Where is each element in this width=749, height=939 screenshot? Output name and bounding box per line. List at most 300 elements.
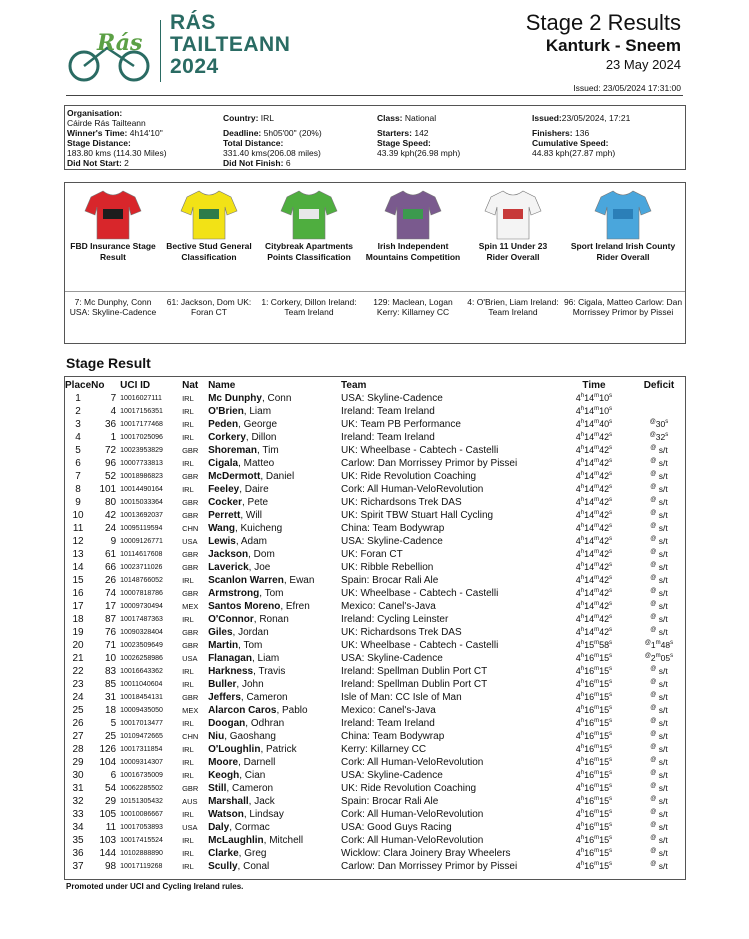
col-place: Place	[65, 380, 92, 391]
jersey-winner: 1: Corkery, Dillon Ireland: Team Ireland	[261, 297, 357, 317]
deficit-cell: @ s/t	[650, 809, 668, 819]
time-cell: 4$^h$14$^m$42$^s$	[575, 432, 613, 442]
uci-id-cell: 10023509649	[120, 642, 163, 649]
jersey-name: Irish Independent Mountains Competition	[365, 241, 461, 262]
number-cell: 54	[105, 783, 117, 794]
table-header-row	[65, 379, 685, 392]
nationality-cell: GBR	[182, 693, 199, 702]
did-not-start: 2	[124, 158, 129, 168]
number-cell: 4	[110, 406, 117, 417]
place-cell: 13	[72, 549, 84, 560]
uci-id-cell: 10095119594	[120, 525, 163, 532]
rider-name-cell: O'Connor, Ronan	[208, 614, 289, 625]
time-cell: 4$^h$16$^m$15$^s$	[575, 835, 613, 845]
time-cell: 4$^h$16$^m$15$^s$	[575, 822, 613, 832]
team-cell: Ireland: Team Ireland	[341, 718, 435, 729]
rider-name-cell: O'Brien, Liam	[208, 406, 272, 417]
rider-name-cell: Jeffers, Cameron	[208, 692, 288, 703]
number-cell: 5	[110, 718, 117, 729]
table-row	[65, 574, 685, 587]
number-cell: 6	[110, 770, 117, 781]
total-distance: 331.40 kms(206.08 miles)	[223, 148, 321, 158]
team-cell: Cork: All Human-VeloRevolution	[341, 835, 484, 846]
deficit-cell: @ s/t	[650, 705, 668, 715]
place-cell: 29	[72, 757, 84, 768]
nationality-cell: IRL	[182, 810, 194, 819]
deficit-cell: @ s/t	[650, 692, 668, 702]
deficit-cell	[633, 392, 685, 405]
place-cell: 24	[72, 692, 84, 703]
uci-id-cell: 10017311854	[120, 746, 163, 753]
stage-date: 23 May 2024	[605, 57, 681, 72]
table-row	[65, 587, 685, 600]
table-row	[65, 704, 685, 717]
table-row	[65, 782, 685, 795]
rider-name-cell: Watson, Lindsay	[208, 809, 284, 820]
place-cell: 18	[72, 614, 84, 625]
nationality-cell: IRL	[182, 615, 194, 624]
nationality-cell: USA	[182, 823, 198, 832]
jersey-winner: 96: Cigala, Matteo Carlow: Dan Morrissey Primor by Pissei	[563, 297, 683, 317]
place-cell: 27	[72, 731, 84, 742]
deficit-cell: @ s/t	[650, 549, 668, 559]
place-cell: 31	[72, 783, 84, 794]
table-row	[65, 808, 685, 821]
rider-name-cell: Scanlon Warren, Ewan	[208, 575, 315, 586]
table-row	[65, 665, 685, 678]
time-cell: 4$^h$16$^m$15$^s$	[575, 861, 613, 871]
uci-id-cell: 10018454131	[120, 694, 163, 701]
place-cell: 33	[72, 809, 84, 820]
deficit-cell: @ s/t	[650, 835, 668, 845]
uci-id-cell: 10017156351	[120, 408, 163, 415]
rider-name-cell: Santos Moreno, Efren	[208, 601, 310, 612]
team-cell: China: Team Bodywrap	[341, 731, 445, 742]
time-cell: 4$^h$14$^m$10$^s$	[575, 393, 613, 403]
table-row	[65, 470, 685, 483]
table-row	[65, 444, 685, 457]
rider-name-cell: Clarke, Greg	[208, 848, 267, 859]
nationality-cell: GBR	[182, 628, 199, 637]
col-no: No	[91, 380, 105, 391]
deficit-cell: @ s/t	[650, 536, 668, 546]
jersey-winner: 61: Jackson, Dom UK: Foran CT	[166, 297, 252, 317]
jersey-leaders-box	[64, 182, 686, 344]
team-cell: UK: Spirit TBW Stuart Hall Cycling	[341, 510, 494, 521]
deficit-cell: @ s/t	[650, 575, 668, 585]
uci-id-cell: 10017013477	[120, 720, 163, 727]
deficit-cell: @ s/t	[650, 588, 668, 598]
team-cell: Mexico: Canel's-Java	[341, 601, 436, 612]
team-cell: Ireland: Spellman Dublin Port CT	[341, 679, 488, 690]
team-cell: Ireland: Team Ireland	[341, 406, 435, 417]
uci-id-cell: 10017053893	[120, 824, 163, 831]
uci-id-cell: 10017025096	[120, 434, 163, 441]
time-cell: 4$^h$16$^m$15$^s$	[575, 809, 613, 819]
winners-time: 4h14'10"	[129, 128, 163, 138]
table-row	[65, 535, 685, 548]
uci-id-cell: 10102888890	[120, 850, 163, 857]
deficit-cell: @ s/t	[650, 471, 668, 481]
uci-id-cell: 10007733813	[120, 460, 163, 467]
table-row	[65, 678, 685, 691]
time-cell: 4$^h$14$^m$40$^s$	[575, 419, 613, 429]
team-cell: USA: Skyline-Cadence	[341, 770, 443, 781]
table-row	[65, 795, 685, 808]
jersey-column	[361, 183, 465, 343]
nationality-cell: IRL	[182, 407, 194, 416]
place-cell: 23	[72, 679, 84, 690]
place-cell: 15	[72, 575, 84, 586]
time-cell: 4$^h$16$^m$15$^s$	[575, 705, 613, 715]
deficit-cell: @2$^m$05$^s$	[644, 653, 674, 663]
place-cell: 3	[75, 419, 81, 430]
number-cell: 71	[105, 640, 117, 651]
number-cell: 103	[99, 835, 117, 846]
nationality-cell: IRL	[182, 862, 194, 871]
table-row	[65, 431, 685, 444]
team-cell: UK: Foran CT	[341, 549, 403, 560]
rider-name-cell: Buller, John	[208, 679, 264, 690]
time-cell: 4$^h$14$^m$42$^s$	[575, 510, 613, 520]
deficit-cell: @ s/t	[650, 497, 668, 507]
time-cell: 4$^h$14$^m$10$^s$	[575, 406, 613, 416]
number-cell: 7	[110, 393, 117, 404]
rider-name-cell: Mc Dunphy, Conn	[208, 393, 292, 404]
team-cell: UK: Wheelbase - Cabtech - Castelli	[341, 588, 499, 599]
nationality-cell: IRL	[182, 758, 194, 767]
time-cell: 4$^h$14$^m$42$^s$	[575, 601, 613, 611]
place-cell: 36	[72, 848, 84, 859]
table-row	[65, 548, 685, 561]
deficit-cell: @ s/t	[650, 666, 668, 676]
table-row	[65, 418, 685, 431]
place-cell: 14	[72, 562, 84, 573]
time-cell: 4$^h$16$^m$15$^s$	[575, 666, 613, 676]
nationality-cell: IRL	[182, 576, 194, 585]
logo-line1: RÁS	[170, 11, 216, 34]
team-cell: Carlow: Dan Morrissey Primor by Pissei	[341, 861, 518, 872]
place-cell: 2	[75, 406, 81, 417]
time-cell: 4$^h$16$^m$15$^s$	[575, 731, 613, 741]
uci-id-cell: 10090328404	[120, 629, 163, 636]
place-cell: 25	[72, 705, 84, 716]
deficit-cell: @30$^s$	[649, 419, 669, 429]
uci-id-cell: 10007818786	[120, 590, 163, 597]
time-cell: 4$^h$14$^m$42$^s$	[575, 588, 613, 598]
uci-id-cell: 10023711026	[120, 564, 163, 571]
ras-tailteann-logo	[62, 18, 162, 88]
place-cell: 17	[72, 601, 84, 612]
number-cell: 80	[105, 497, 117, 508]
time-cell: 4$^h$16$^m$15$^s$	[575, 848, 613, 858]
place-cell: 12	[72, 536, 84, 547]
table-row	[65, 561, 685, 574]
table-row	[65, 860, 685, 873]
time-cell: 4$^h$16$^m$15$^s$	[575, 744, 613, 754]
place-cell: 19	[72, 627, 84, 638]
info-col-2: Country: IRL Deadline: 5h05'00" (20%) Total Distance: 331.40 kms(206.08 miles) Did Not Finish: 6	[223, 113, 322, 168]
info-col-3: Class: National Starters: 142 Stage Speed: 43.39 kph(26.98 mph)	[377, 113, 461, 158]
time-cell: 4$^h$14$^m$42$^s$	[575, 549, 613, 559]
jersey-icon	[593, 187, 653, 243]
deficit-cell: @ s/t	[650, 731, 668, 741]
header-rule	[66, 95, 683, 96]
team-cell: USA: Skyline-Cadence	[341, 393, 443, 404]
time-cell: 4$^h$14$^m$42$^s$	[575, 562, 613, 572]
deficit-cell: @ s/t	[650, 614, 668, 624]
stage-distance: 183.80 kms (114.30 Miles)	[67, 148, 167, 158]
time-cell: 4$^h$14$^m$42$^s$	[575, 614, 613, 624]
finishers: 136	[575, 128, 590, 138]
place-cell: 34	[72, 822, 84, 833]
team-cell: Carlow: Dan Morrissey Primor by Pissei	[341, 458, 518, 469]
nationality-cell: GBR	[182, 641, 199, 650]
deficit-cell: @ s/t	[650, 601, 668, 611]
number-cell: 11	[105, 822, 117, 833]
table-row	[65, 613, 685, 626]
nationality-cell: GBR	[182, 563, 199, 572]
deficit-cell: @ s/t	[650, 796, 668, 806]
place-cell: 32	[72, 796, 84, 807]
number-cell: 9	[110, 536, 117, 547]
jersey-icon	[383, 187, 443, 243]
uci-id-cell: 10015033364	[120, 499, 163, 506]
time-cell: 4$^h$16$^m$15$^s$	[575, 796, 613, 806]
number-cell: 18	[105, 705, 117, 716]
time-cell: 4$^h$14$^m$42$^s$	[575, 445, 613, 455]
team-cell: Isle of Man: CC Isle of Man	[341, 692, 462, 703]
page-title: Stage 2 Results	[525, 10, 681, 35]
rider-name-cell: Daly, Cormac	[208, 822, 270, 833]
rider-name-cell: Wang, Kuicheng	[208, 523, 283, 534]
place-cell: 8	[75, 484, 81, 495]
number-cell: 104	[99, 757, 117, 768]
deficit-cell: @ s/t	[650, 679, 668, 689]
place-cell: 30	[72, 770, 84, 781]
section-title: Stage Result	[66, 355, 151, 371]
team-cell: Ireland: Cycling Leinster	[341, 614, 449, 625]
jersey-winner: 7: Mc Dunphy, Conn USA: Skyline-Cadence	[69, 297, 157, 317]
jersey-icon	[179, 187, 239, 243]
team-cell: Kerry: Killarney CC	[341, 744, 427, 755]
team-cell: Ireland: Team Ireland	[341, 432, 435, 443]
number-cell: 66	[105, 562, 117, 573]
nationality-cell: GBR	[182, 472, 199, 481]
logo-line3: 2024	[170, 55, 219, 78]
team-cell: Cork: All Human-VeloRevolution	[341, 757, 484, 768]
team-cell: UK: Ride Revolution Coaching	[341, 471, 477, 482]
nationality-cell: MEX	[182, 706, 199, 715]
race-class: National	[404, 113, 437, 123]
rider-name-cell: Corkery, Dillon	[208, 432, 277, 443]
nationality-cell: IRL	[182, 680, 194, 689]
nationality-cell: AUS	[182, 797, 198, 806]
rider-name-cell: Perrett, Will	[208, 510, 262, 521]
rider-name-cell: Peden, George	[208, 419, 278, 430]
team-cell: Cork: All Human-VeloRevolution	[341, 484, 484, 495]
place-cell: 28	[72, 744, 84, 755]
jersey-winner: 4: O'Brien, Liam Ireland: Team Ireland	[467, 297, 559, 317]
team-cell: UK: Richardsons Trek DAS	[341, 627, 462, 638]
table-row	[65, 522, 685, 535]
time-cell: 4$^h$16$^m$15$^s$	[575, 692, 613, 702]
table-row	[65, 457, 685, 470]
uci-id-cell: 10014490164	[120, 486, 163, 493]
table-row	[65, 600, 685, 613]
nationality-cell: IRL	[182, 719, 194, 728]
deficit-cell: @ s/t	[650, 627, 668, 637]
table-row	[65, 743, 685, 756]
rider-name-cell: Cigala, Matteo	[208, 458, 275, 469]
place-cell: 16	[72, 588, 84, 599]
rider-name-cell: Moore, Darnell	[208, 757, 276, 768]
uci-id-cell: 10062285502	[120, 785, 163, 792]
number-cell: 98	[105, 861, 117, 872]
uci-id-cell: 10016735009	[120, 772, 163, 779]
starters: 142	[414, 128, 429, 138]
nationality-cell: IRL	[182, 745, 194, 754]
place-cell: 35	[72, 835, 84, 846]
jersey-name: Spin 11 Under 23 Rider Overall	[478, 241, 548, 262]
table-row	[65, 717, 685, 730]
team-cell: USA: Skyline-Cadence	[341, 536, 443, 547]
table-row	[65, 691, 685, 704]
country: IRL	[260, 113, 275, 123]
deficit-cell: @ s/t	[650, 861, 668, 871]
table-row	[65, 769, 685, 782]
footer-note: Promoted under UCI and Cycling Ireland rules.	[66, 882, 244, 891]
place-cell: 26	[72, 718, 84, 729]
number-cell: 1	[110, 432, 117, 443]
deficit-cell: @ s/t	[650, 822, 668, 832]
logo-line2: TAILTEANN	[170, 33, 291, 56]
nationality-cell: GBR	[182, 498, 199, 507]
stage-result-table-box	[64, 376, 686, 880]
rider-name-cell: Marshall, Jack	[208, 796, 275, 807]
rider-name-cell: Harkness, Travis	[208, 666, 286, 677]
number-cell: 26	[105, 575, 117, 586]
deficit-cell: @ s/t	[650, 757, 668, 767]
nationality-cell: GBR	[182, 589, 199, 598]
jersey-winner: 129: Maclean, Logan Kerry: Killarney CC	[373, 297, 453, 317]
number-cell: 29	[105, 796, 117, 807]
deficit-cell: @ s/t	[650, 510, 668, 520]
table-row	[65, 730, 685, 743]
number-cell: 52	[105, 471, 117, 482]
logo-divider	[160, 20, 161, 82]
nationality-cell: GBR	[182, 550, 199, 559]
time-cell: 4$^h$16$^m$15$^s$	[575, 770, 613, 780]
table-row	[65, 652, 685, 665]
table-row	[65, 392, 685, 405]
place-cell: 21	[72, 653, 84, 664]
col-time: Time	[582, 380, 606, 391]
nationality-cell: USA	[182, 537, 198, 546]
uci-id-cell: 10018986823	[120, 473, 163, 480]
logo-wordmark	[170, 12, 290, 78]
rider-name-cell: Scully, Conal	[208, 861, 270, 872]
uci-id-cell: 10026258986	[120, 655, 163, 662]
uci-id-cell: 10009314307	[120, 759, 163, 766]
uci-id-cell: 10011040604	[120, 681, 163, 688]
nationality-cell: IRL	[182, 459, 194, 468]
nationality-cell: IRL	[182, 836, 194, 845]
stage-speed: 43.39 kph(26.98 mph)	[377, 148, 461, 158]
number-cell: 36	[105, 419, 117, 430]
rider-name-cell: Still, Cameron	[208, 783, 274, 794]
rider-name-cell: Armstrong, Tom	[208, 588, 284, 599]
jersey-column	[65, 183, 161, 343]
time-cell: 4$^h$16$^m$15$^s$	[575, 679, 613, 689]
number-cell: 144	[99, 848, 117, 859]
number-cell: 25	[105, 731, 117, 742]
time-cell: 4$^h$14$^m$42$^s$	[575, 523, 613, 533]
jersey-name: FBD Insurance Stage Result	[70, 241, 156, 262]
jersey-icon	[83, 187, 143, 243]
team-cell: USA: Skyline-Cadence	[341, 653, 443, 664]
uci-id-cell: 10016027111	[120, 395, 162, 402]
team-cell: UK: Richardsons Trek DAS	[341, 497, 462, 508]
team-cell: UK: Team PB Performance	[341, 419, 461, 430]
nationality-cell: MEX	[182, 602, 199, 611]
uci-id-cell: 10114617608	[120, 551, 163, 558]
rider-name-cell: Jackson, Dom	[208, 549, 275, 560]
uci-id-cell: 10017177468	[120, 421, 163, 428]
place-cell: 10	[72, 510, 84, 521]
number-cell: 101	[99, 484, 117, 495]
time-cell: 4$^h$14$^m$42$^s$	[575, 458, 613, 468]
team-cell: Mexico: Canel's-Java	[341, 705, 436, 716]
rider-name-cell: O'Loughlin, Patrick	[208, 744, 297, 755]
table-row	[65, 834, 685, 847]
info-issued: 23/05/2024, 17:21	[561, 113, 631, 123]
document-header	[526, 10, 681, 74]
race-info-box	[64, 105, 686, 170]
place-cell: 6	[75, 458, 81, 469]
table-row	[65, 847, 685, 860]
number-cell: 83	[105, 666, 117, 677]
team-cell: USA: Good Guys Racing	[341, 822, 452, 833]
uci-id-cell: 10010086667	[120, 811, 163, 818]
time-cell: 4$^h$16$^m$15$^s$	[575, 783, 613, 793]
place-cell: 22	[72, 666, 84, 677]
nationality-cell: IRL	[182, 485, 194, 494]
uci-id-cell: 10009435050	[120, 707, 163, 714]
table-row	[65, 821, 685, 834]
uci-id-cell: 10151305432	[120, 798, 163, 805]
logo-script: Rás	[97, 30, 143, 56]
nationality-cell: IRL	[182, 420, 194, 429]
info-col-1: Organisation: Cáirde Rás Tailteann Winner's Time: 4h14'10" Stage Distance: 183.80 kms (114.30 Miles) Did Not Start: 2	[67, 108, 167, 168]
uci-id-cell: 10017415524	[120, 837, 163, 844]
team-cell: UK: Ribble Rebellion	[341, 562, 434, 573]
nationality-cell: IRL	[182, 667, 194, 676]
nationality-cell: CHN	[182, 732, 199, 741]
place-cell: 7	[75, 471, 81, 482]
rider-name-cell: Niu, Gaoshang	[208, 731, 276, 742]
nationality-cell: IRL	[182, 394, 194, 403]
place-cell: 20	[72, 640, 84, 651]
team-cell: UK: Wheelbase - Cabtech - Castelli	[341, 640, 499, 651]
uci-id-cell: 10109472665	[120, 733, 163, 740]
jersey-icon	[279, 187, 339, 243]
table-row	[65, 626, 685, 639]
col-name: Name	[208, 380, 236, 391]
deficit-cell: @ s/t	[650, 523, 668, 533]
team-cell: UK: Wheelbase - Cabtech - Castelli	[341, 445, 499, 456]
rider-name-cell: Feeley, Daire	[208, 484, 269, 495]
